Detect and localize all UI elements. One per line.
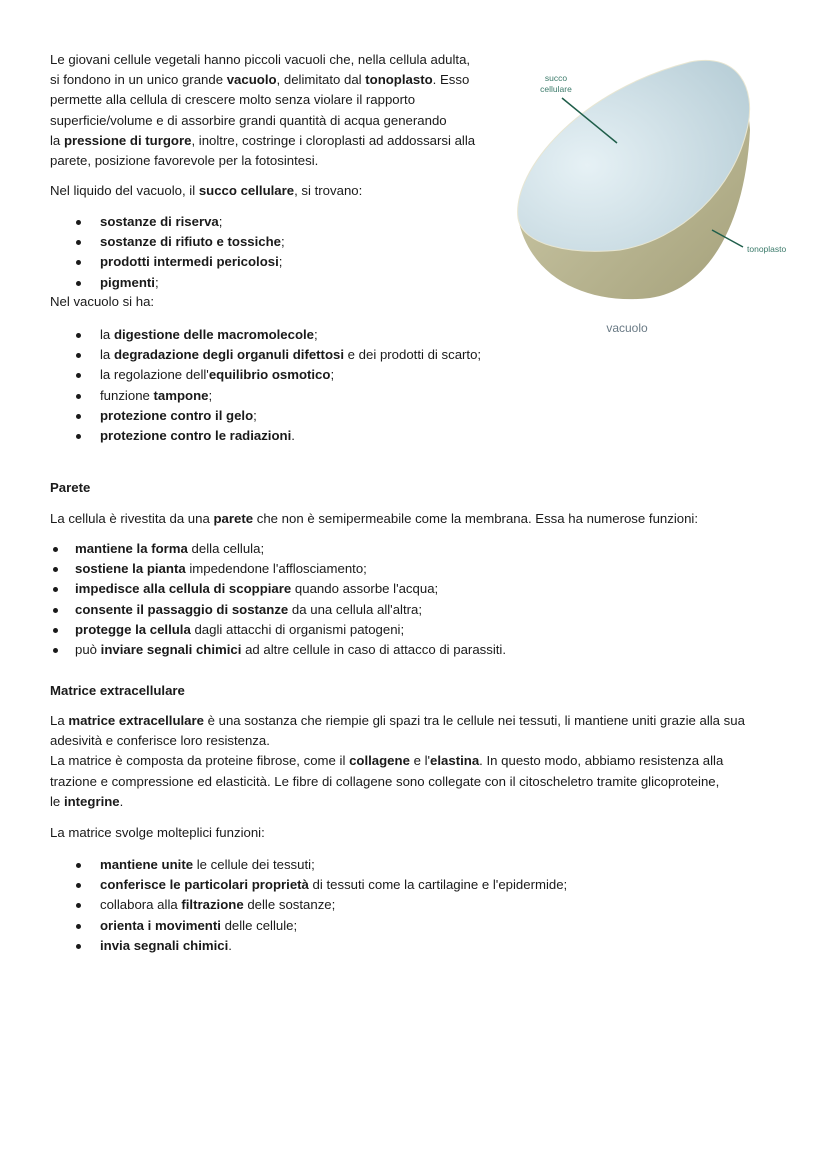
text-run: della cellula;	[187, 541, 265, 556]
text-line	[50, 90, 475, 110]
text-line	[50, 772, 745, 792]
bold-text: pressione di turgore	[63, 132, 192, 148]
bullet-icon	[76, 240, 81, 245]
text-run: ;	[154, 274, 159, 290]
text-run: funzione	[100, 387, 154, 403]
bold-text: elastina	[430, 753, 480, 769]
parete-list	[50, 539, 750, 660]
text-line	[50, 151, 475, 171]
list-item	[50, 406, 520, 426]
vacuolo-functions-intro	[50, 292, 154, 312]
succo-intro	[50, 181, 362, 201]
matrice-functions-list	[50, 855, 750, 956]
bullet-icon	[53, 547, 58, 552]
text-line	[50, 509, 698, 529]
text-run: ;	[208, 387, 213, 403]
text-run: .	[228, 937, 232, 953]
text-line	[50, 792, 745, 812]
bold-text: mantiene unite	[100, 857, 194, 872]
bold-text: prodotti intermedi pericolosi	[100, 254, 279, 270]
text-run: e dei prodotti di scarto;	[344, 347, 482, 363]
text-run: Nel vacuolo si ha:	[50, 294, 155, 309]
vacuole-diagram	[500, 50, 820, 350]
list-item	[50, 875, 750, 895]
list-item	[50, 559, 750, 579]
matrice-paragraph	[50, 711, 745, 812]
text-run: .	[119, 793, 124, 809]
text-line	[50, 181, 362, 201]
text-line	[50, 292, 154, 312]
bullet-icon	[76, 944, 81, 949]
bold-text: tonoplasto	[365, 72, 433, 88]
list-item	[50, 895, 750, 915]
bold-text: inviare segnali chimici	[100, 641, 242, 657]
label-tonoplasto: tonoplasto	[747, 244, 787, 254]
list-item	[50, 345, 520, 365]
list-item	[50, 640, 750, 660]
text-run: La cellula è rivestita da una	[50, 511, 214, 526]
list-item	[50, 232, 510, 252]
text-run: La matrice è composta da proteine fibrose, come il	[50, 753, 350, 769]
text-run: è una sostanza che riempie gli spazi tra le cellule nei tessuti, li mantiene uniti grazie alla sua	[203, 713, 745, 728]
bullet-icon	[76, 281, 81, 286]
bold-text: orienta i movimenti	[100, 917, 221, 933]
bold-text: protezione contro il gelo	[100, 407, 254, 423]
text-line	[50, 751, 745, 771]
text-run: delle sostanze;	[243, 897, 336, 913]
text-run: quando assorbe l'acqua;	[291, 581, 439, 597]
text-line	[50, 70, 475, 90]
bullet-icon	[76, 353, 81, 358]
bold-text: matrice extracellulare	[68, 713, 204, 728]
bullet-icon	[76, 333, 81, 338]
vacuolo-functions-list	[50, 325, 520, 446]
text-run: , inoltre, costringe i cloroplasti ad addossarsi alla	[191, 132, 476, 148]
bold-text: tampone	[153, 387, 209, 403]
text-run: permette alla cellula di crescere molto senza violare il rapporto	[50, 92, 416, 108]
text-run: e l'	[409, 753, 431, 769]
bold-text: impedisce alla cellula di scoppiare	[75, 581, 292, 597]
list-item	[50, 916, 750, 936]
list-item	[50, 936, 750, 956]
bold-text: degradazione degli organuli difettosi	[113, 347, 345, 363]
bullet-icon	[76, 260, 81, 265]
bold-text: integrine	[63, 793, 120, 809]
bullet-icon	[53, 587, 58, 592]
text-run: Nel liquido del vacuolo, il	[50, 183, 199, 198]
bold-text: filtrazione	[181, 897, 244, 913]
text-run: La matrice svolge molteplici funzioni:	[50, 825, 265, 840]
list-item	[50, 600, 750, 620]
bold-text: digestione delle macromolecole	[113, 327, 315, 342]
text-run: da una cellula all'altra;	[288, 601, 423, 617]
text-run: ;	[278, 254, 283, 270]
figure-caption: vacuolo	[606, 321, 648, 335]
bold-text: sostanze di rifiuto e tossiche	[100, 234, 281, 250]
text-line	[50, 131, 475, 151]
bullet-icon	[53, 608, 58, 613]
bullet-icon	[76, 924, 81, 929]
list-item	[50, 365, 520, 385]
label-succo: succo	[544, 73, 568, 83]
bullet-icon	[76, 434, 81, 439]
text-run: collabora alla	[100, 897, 182, 913]
text-run: , si trovano:	[294, 183, 363, 198]
bold-text: succo cellulare	[198, 183, 295, 198]
bold-text: sostiene la pianta	[75, 561, 186, 577]
bold-text: invia segnali chimici	[100, 937, 229, 953]
parete-intro	[50, 509, 698, 529]
bold-text: consente il passaggio di sostanze	[75, 601, 289, 617]
text-run: può	[75, 641, 101, 657]
matrice-heading: Matrice extracellulare	[50, 683, 185, 698]
bullet-icon	[53, 628, 58, 633]
text-line	[50, 823, 265, 843]
list-item	[50, 252, 510, 272]
text-run: ;	[253, 407, 257, 423]
bullet-icon	[76, 394, 81, 399]
label-cellulare: cellulare	[540, 84, 572, 94]
list-item	[50, 273, 510, 293]
text-run: La	[50, 713, 69, 728]
list-item	[50, 325, 520, 345]
text-run: trazione e compressione ed elasticità. Le fibre di collagene sono collegate con il citoscheletro tramite glicoproteine,	[50, 773, 720, 789]
text-run: Le giovani cellule vegetali hanno piccoli vacuoli che, nella cellula adulta,	[50, 52, 471, 67]
text-run: adesività e conferisce loro resistenza.	[50, 733, 270, 749]
bold-text: collagene	[349, 753, 410, 769]
list-item	[50, 620, 750, 640]
text-run: di tessuti come la cartilagine e l'epidermide;	[308, 877, 568, 893]
text-run: la	[100, 327, 114, 342]
text-run: le	[50, 793, 64, 809]
text-run: delle cellule;	[220, 917, 298, 933]
bold-text: equilibrio osmotico	[208, 367, 331, 383]
bold-text: conferisce le particolari proprietà	[100, 877, 309, 893]
bold-text: protegge la cellula	[75, 621, 191, 637]
succo-list	[50, 212, 510, 293]
bullet-icon	[76, 373, 81, 378]
vacuolo-intro-paragraph	[50, 50, 475, 171]
text-line	[50, 111, 475, 131]
text-run: le cellule dei tessuti;	[193, 857, 315, 872]
bullet-icon	[53, 648, 58, 653]
bullet-icon	[76, 414, 81, 419]
text-run: .	[291, 427, 295, 443]
text-run: impedendone l'afflosciamento;	[185, 561, 367, 577]
bullet-icon	[53, 567, 58, 572]
text-run: . Esso	[432, 72, 470, 88]
bullet-icon	[76, 903, 81, 908]
text-run: che non è semipermeabile come la membrana. Essa ha numerose funzioni:	[253, 511, 699, 526]
text-run: si fondono in un unico grande	[50, 72, 227, 88]
text-run: ;	[218, 214, 223, 229]
bullet-icon	[76, 883, 81, 888]
list-item	[50, 386, 520, 406]
bullet-icon	[76, 220, 81, 225]
list-item	[50, 426, 520, 446]
text-line	[50, 711, 745, 731]
matrice-functions-intro	[50, 823, 265, 843]
text-run: ;	[314, 327, 318, 342]
bold-text: protezione contro le radiazioni	[100, 427, 292, 443]
text-run: ad altre cellule in caso di attacco di parassiti.	[241, 641, 507, 657]
bold-text: sostanze di riserva	[100, 214, 219, 229]
text-run: la regolazione dell'	[100, 367, 209, 383]
list-item	[50, 579, 750, 599]
text-run: . In questo modo, abbiamo resistenza alla	[479, 753, 724, 769]
text-line	[50, 731, 745, 751]
text-run: la	[50, 132, 64, 148]
list-item	[50, 539, 750, 559]
text-line	[50, 50, 475, 70]
list-item	[50, 212, 510, 232]
bold-text: pigmenti	[100, 274, 155, 290]
parete-heading: Parete	[50, 480, 91, 495]
bold-text: parete	[213, 511, 254, 526]
text-run: parete, posizione favorevole per la fotosintesi.	[50, 152, 319, 168]
text-run: , delimitato dal	[276, 72, 366, 88]
text-run: ;	[281, 234, 285, 250]
bullet-icon	[76, 863, 81, 868]
text-run: ;	[330, 367, 335, 383]
list-item	[50, 855, 750, 875]
bold-text: vacuolo	[226, 72, 277, 88]
text-run: superficie/volume e di assorbire grandi quantità di acqua generando	[50, 112, 447, 128]
text-run: la	[100, 347, 114, 363]
text-run: dagli attacchi di organismi patogeni;	[190, 621, 405, 637]
bold-text: mantiene la forma	[75, 541, 188, 556]
